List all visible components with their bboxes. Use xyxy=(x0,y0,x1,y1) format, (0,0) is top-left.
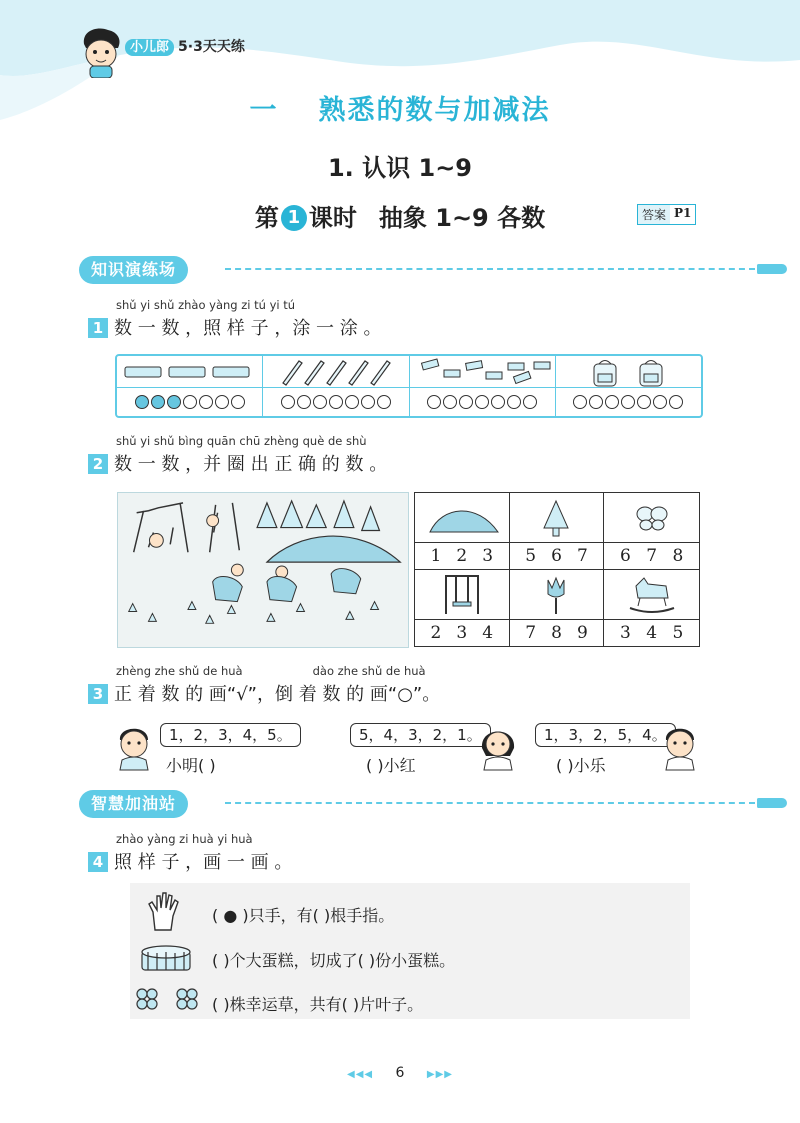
q2-cell-tree xyxy=(510,493,605,570)
number-choice[interactable]: 9 xyxy=(576,622,588,643)
answer-circle-filled xyxy=(135,395,149,409)
q2-number: 2 xyxy=(88,454,108,474)
girl-xiaohong-avatar xyxy=(476,722,520,772)
q1-number: 1 xyxy=(88,318,108,338)
question-3 xyxy=(88,664,440,706)
q4-text: 照 样 子 ，画 一 画 。 xyxy=(114,852,293,873)
number-choice[interactable]: 3 xyxy=(482,545,494,566)
number-choice[interactable]: 2 xyxy=(456,545,468,566)
answer-circle[interactable] xyxy=(653,395,667,409)
mascot-boy-icon xyxy=(78,26,124,78)
brand-series: 5·3天天练 xyxy=(178,39,245,55)
answer-circle[interactable] xyxy=(377,395,391,409)
q1-circles xyxy=(410,388,555,416)
answer-reference xyxy=(637,204,696,225)
number-choice[interactable]: 5 xyxy=(672,622,684,643)
question-2 xyxy=(88,434,387,476)
butterfly-icon xyxy=(632,498,672,538)
number-choice[interactable]: 7 xyxy=(646,545,658,566)
class-suffix: 课时 xyxy=(308,204,357,232)
answer-circle[interactable] xyxy=(621,395,635,409)
answer-circle[interactable] xyxy=(523,395,537,409)
q1-group-backpacks xyxy=(556,356,701,416)
answer-circle[interactable] xyxy=(313,395,327,409)
q2-cell-butterfly xyxy=(604,493,699,570)
playground-scene-image xyxy=(117,492,409,648)
q4-number: 4 xyxy=(88,852,108,872)
q3-pinyin-2: dào zhe shǔ de huà xyxy=(312,664,426,678)
backpack-icon xyxy=(556,356,701,388)
q1-circles xyxy=(263,388,408,416)
question-4 xyxy=(88,832,292,874)
answer-circle[interactable] xyxy=(345,395,359,409)
page-footer xyxy=(0,1065,800,1081)
class-topic: 抽象 1~9 各数 xyxy=(378,204,546,232)
answer-circle[interactable] xyxy=(605,395,619,409)
q3-pinyin-1: zhèng zhe shǔ de huà xyxy=(116,664,243,678)
eraser-icon xyxy=(117,356,262,388)
answer-circle[interactable] xyxy=(573,395,587,409)
q2-choice-grid xyxy=(414,492,700,647)
kid-answer-xiaoming[interactable]: 小明( ) xyxy=(166,756,216,775)
number-choice[interactable]: 6 xyxy=(551,545,562,566)
answer-label: 答案 xyxy=(638,205,670,224)
q4-row-hand[interactable]: ( ● )只手，有( )根手指。 xyxy=(212,906,395,925)
q3-number: 3 xyxy=(88,684,108,704)
brand-logo: 小儿郎 xyxy=(125,39,174,56)
swing-icon xyxy=(440,572,484,616)
answer-circle-filled xyxy=(151,395,165,409)
cake-icon xyxy=(138,940,194,976)
answer-circle[interactable] xyxy=(199,395,213,409)
boy-xiaoming-avatar xyxy=(112,722,156,772)
q4-row-cake[interactable]: ( )个大蛋糕，切成了( )份小蛋糕。 xyxy=(212,951,456,970)
q1-text: 数 一 数 ，照 样 子 ，涂 一 涂 。 xyxy=(114,318,382,339)
q1-group-pencils xyxy=(263,356,409,416)
q1-counting-table xyxy=(115,354,703,418)
unit-name: 熟悉的数与加减法 xyxy=(318,95,551,126)
section-title: 智慧加油站 xyxy=(79,790,188,818)
answer-circle[interactable] xyxy=(215,395,229,409)
kid-answer-xiaohong[interactable]: ( )小红 xyxy=(366,756,416,775)
number-choice[interactable]: 8 xyxy=(672,545,684,566)
q2-cell-swing xyxy=(415,570,510,647)
section-banner-practice xyxy=(75,256,795,286)
unit-title xyxy=(0,88,800,127)
speech-bubble: 1，3，2，5，4。 xyxy=(535,723,676,747)
answer-circle[interactable] xyxy=(459,395,473,409)
answer-circle[interactable] xyxy=(427,395,441,409)
number-choice[interactable]: 2 xyxy=(430,622,442,643)
speech-bubble: 1，2，3，4，5。 xyxy=(160,723,301,747)
answer-circle[interactable] xyxy=(183,395,197,409)
class-number-badge: 1 xyxy=(281,205,307,231)
rocking-horse-icon xyxy=(624,572,680,616)
answer-circle[interactable] xyxy=(361,395,375,409)
flower-icon xyxy=(536,572,576,616)
number-choice[interactable]: 7 xyxy=(576,545,588,566)
sharpener-icon xyxy=(410,356,555,388)
lesson-title: 1. 认识 1~9 xyxy=(327,154,473,182)
section-title: 知识演练场 xyxy=(79,256,188,284)
pencil-icon xyxy=(757,798,787,808)
answer-circle[interactable] xyxy=(297,395,311,409)
tree-icon xyxy=(536,498,576,538)
pencil-icon xyxy=(757,264,787,274)
section-divider xyxy=(225,802,755,804)
q1-circles xyxy=(117,388,262,416)
number-choice[interactable]: 4 xyxy=(482,622,494,643)
answer-circle-filled xyxy=(167,395,181,409)
q2-text: 数 一 数 ，并 圈 出 正 确 的 数 。 xyxy=(114,454,388,475)
q2-cell-rocking-horse xyxy=(604,570,699,647)
unit-number: 一 xyxy=(249,95,279,126)
number-choice[interactable]: 7 xyxy=(525,622,537,643)
answer-circle[interactable] xyxy=(637,395,651,409)
answer-circle[interactable] xyxy=(443,395,457,409)
q2-cell-slide xyxy=(415,493,510,570)
pencil-icon xyxy=(263,356,408,388)
slide-icon xyxy=(422,498,502,538)
right-arrows-icon: ▶▶▶ xyxy=(426,1069,453,1080)
q1-pinyin: shǔ yi shǔ zhào yàng zi tú yi tú xyxy=(116,298,296,312)
q4-pinyin: zhào yàng zi huà yi huà xyxy=(116,832,253,846)
answer-circle[interactable] xyxy=(507,395,521,409)
answer-circle[interactable] xyxy=(281,395,295,409)
left-arrows-icon: ◀◀◀ xyxy=(347,1069,374,1080)
q2-pinyin: shǔ yi shǔ bìng quān chū zhèng què de shù xyxy=(116,434,367,448)
number-choice[interactable]: 8 xyxy=(551,622,562,643)
number-choice[interactable]: 4 xyxy=(646,622,658,643)
number-choice[interactable]: 5 xyxy=(525,545,537,566)
question-1 xyxy=(88,298,382,340)
brand xyxy=(125,36,245,56)
q1-group-erasers xyxy=(117,356,263,416)
answer-circle[interactable] xyxy=(329,395,343,409)
hand-icon xyxy=(145,890,185,932)
q1-circles xyxy=(556,388,701,416)
answer-circle[interactable] xyxy=(589,395,603,409)
q1-group-sharpeners xyxy=(410,356,556,416)
answer-circle[interactable] xyxy=(231,395,245,409)
answer-page: P1 xyxy=(674,206,692,220)
number-choice[interactable]: 3 xyxy=(456,622,468,643)
clover-icon xyxy=(130,984,204,1016)
section-banner-wisdom xyxy=(75,790,795,820)
answer-circle[interactable] xyxy=(669,395,683,409)
q3-text: 正 着 数 的 画“√”，倒 着 数 的 画“○”。 xyxy=(114,684,441,705)
kid-answer-xiaole[interactable]: ( )小乐 xyxy=(556,756,606,775)
boy-xiaole-avatar xyxy=(658,722,702,772)
answer-circle[interactable] xyxy=(475,395,489,409)
number-choice[interactable]: 3 xyxy=(620,622,631,643)
answer-circle[interactable] xyxy=(491,395,505,409)
q4-row-clover[interactable]: ( )株幸运草，共有( )片叶子。 xyxy=(212,995,424,1014)
number-choice[interactable]: 1 xyxy=(430,545,442,566)
class-prefix: 第 xyxy=(254,204,279,232)
speech-bubble: 5，4，3，2，1。 xyxy=(350,723,491,747)
number-choice[interactable]: 6 xyxy=(620,545,631,566)
section-divider xyxy=(225,268,755,270)
page-number: 6 xyxy=(395,1065,405,1081)
q2-cell-flower xyxy=(510,570,605,647)
